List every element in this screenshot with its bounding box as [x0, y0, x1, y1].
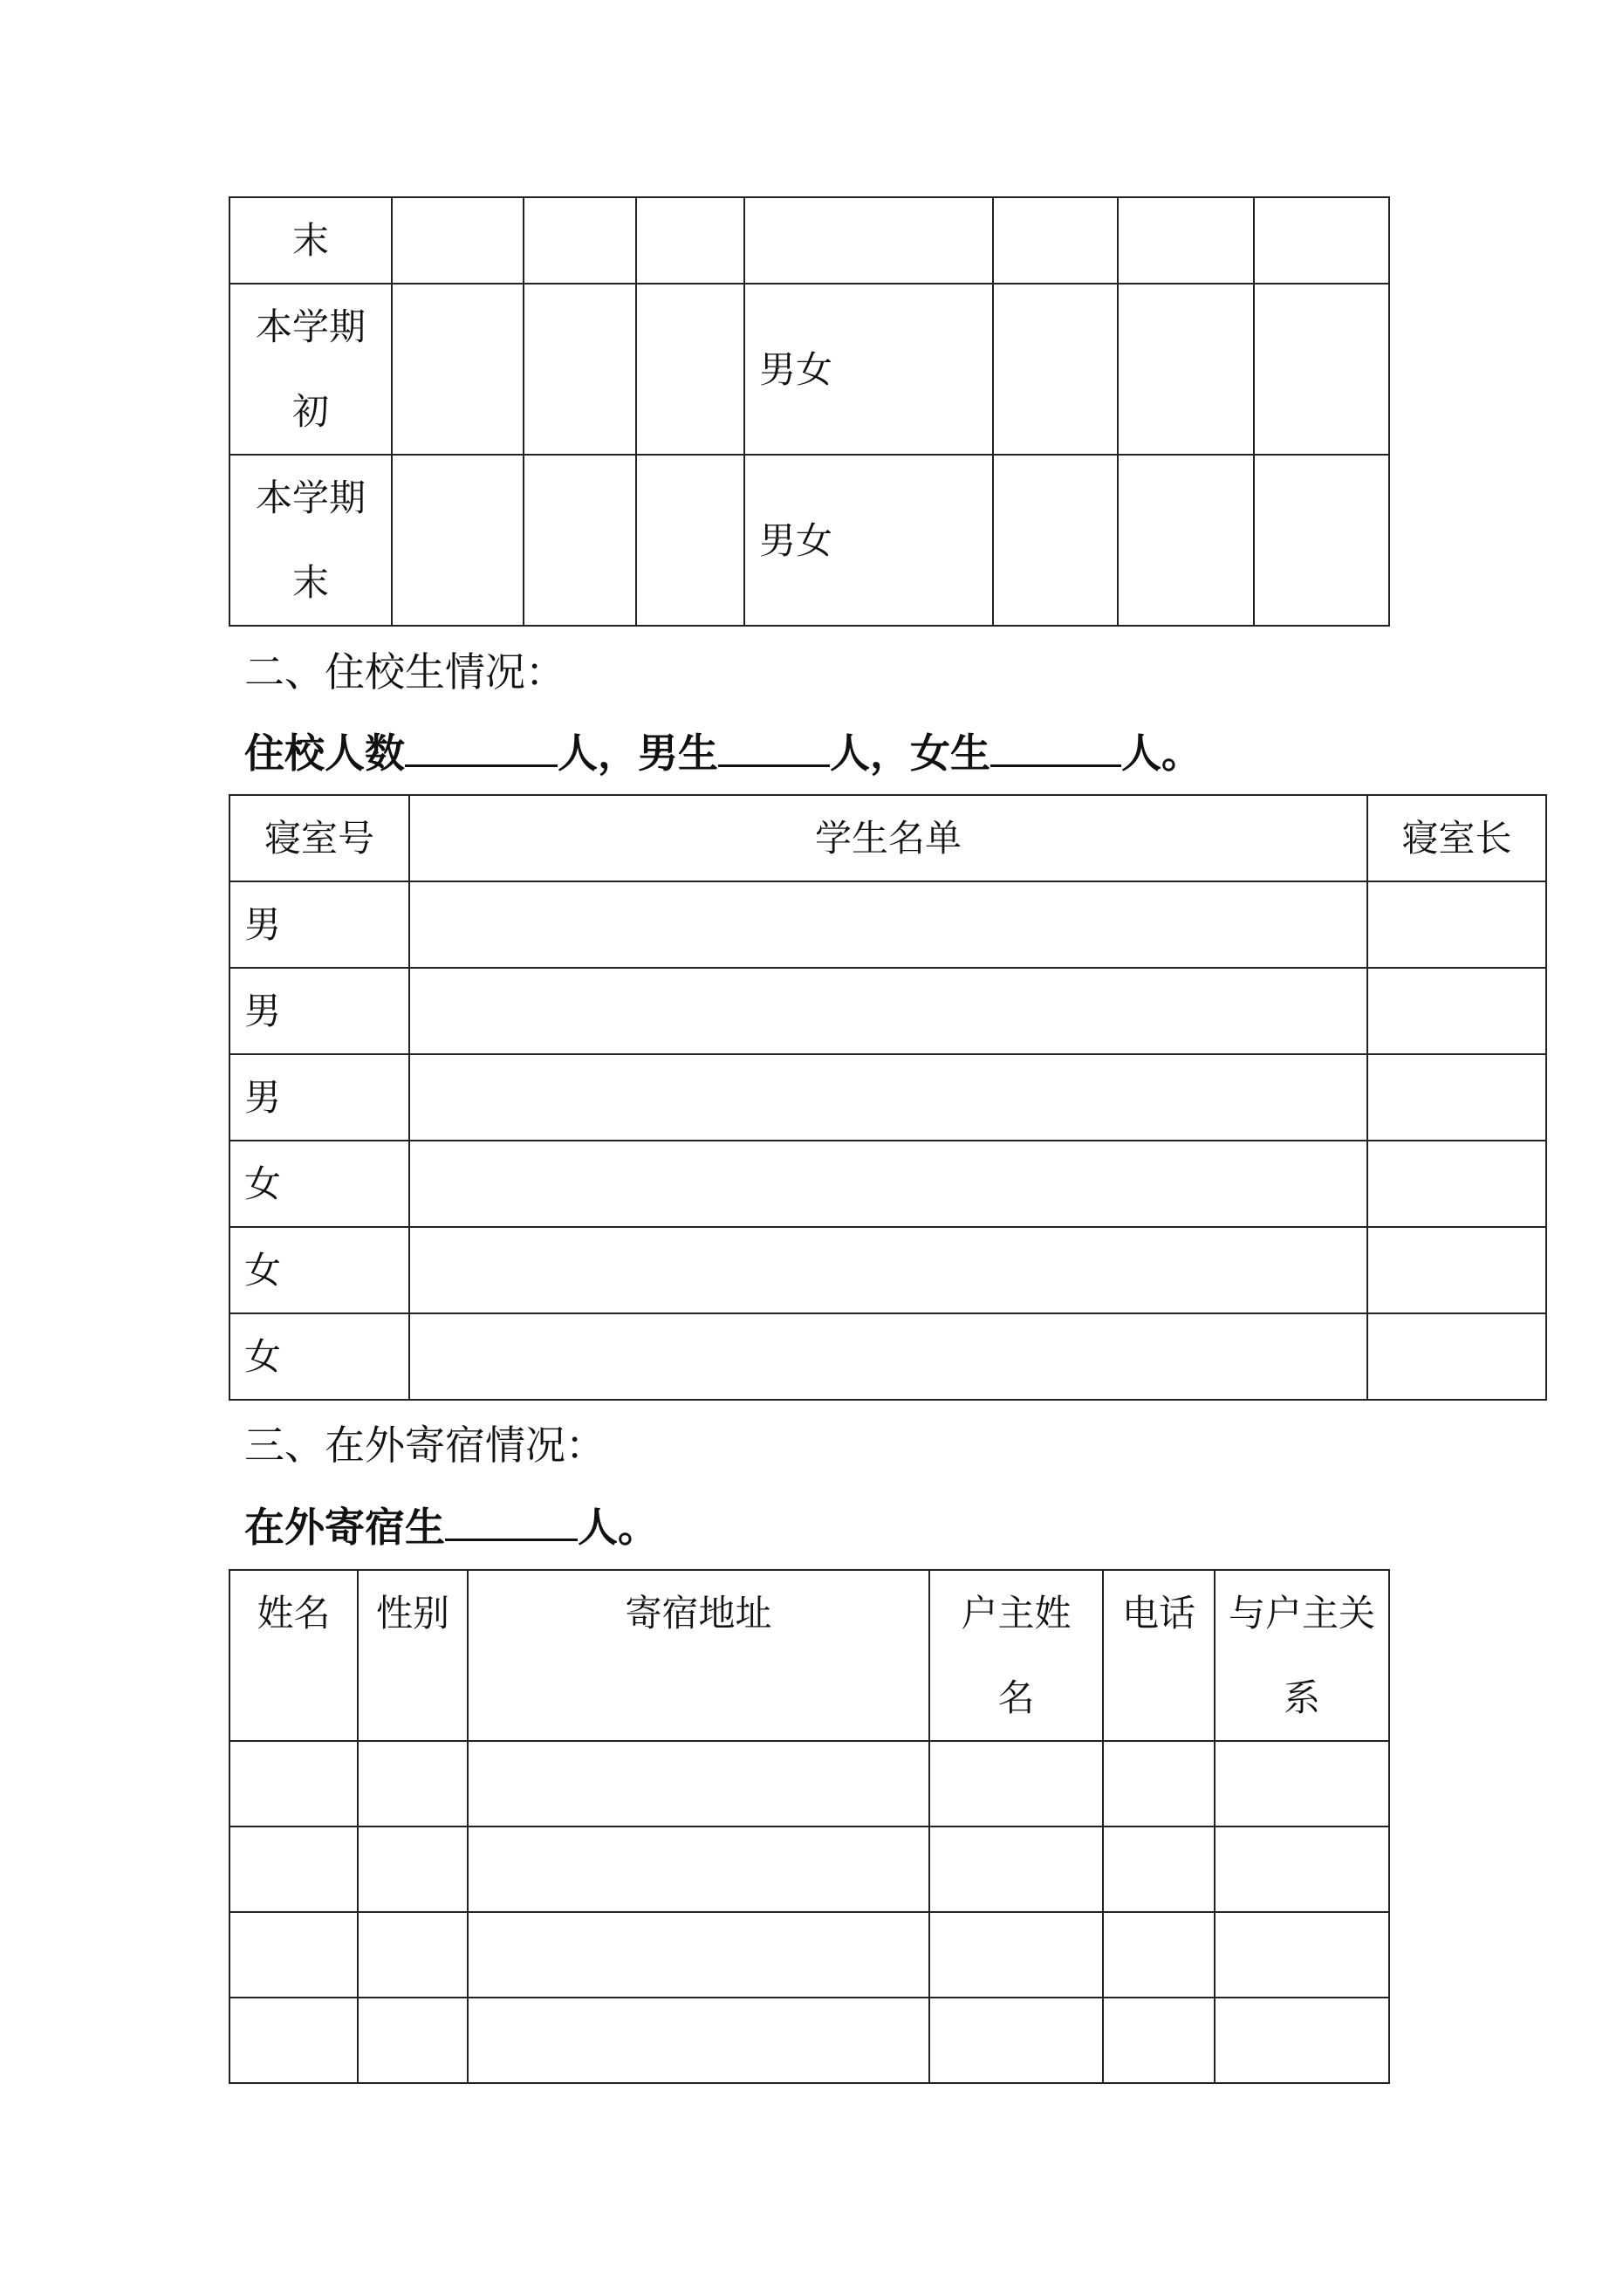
- room-cell: 男: [229, 881, 409, 968]
- header-line: 寄宿地址: [625, 1592, 772, 1635]
- column-header: 寝室号: [229, 795, 409, 881]
- table-cell[interactable]: [524, 284, 636, 455]
- dorm-head-cell[interactable]: [1367, 1227, 1546, 1313]
- section-heading: 二、住校生情况：: [244, 648, 565, 696]
- table-cell[interactable]: [993, 197, 1118, 284]
- period-cell: [229, 197, 392, 284]
- table-cell[interactable]: [468, 1741, 929, 1827]
- table-cell[interactable]: [1103, 1998, 1215, 2083]
- header-line: 与户主关: [1228, 1592, 1375, 1635]
- offcampus-table: [229, 1569, 1390, 2084]
- room-cell: 女: [229, 1227, 409, 1313]
- period-label: 本学期: [255, 476, 366, 519]
- table-cell[interactable]: [929, 1827, 1103, 1912]
- column-header: [229, 1570, 358, 1741]
- table-cell[interactable]: [1118, 197, 1254, 284]
- table-row: [229, 1141, 1546, 1227]
- table-header-row: [229, 795, 1546, 881]
- summary-text: 人。: [578, 1504, 658, 1551]
- column-header: [1103, 1570, 1215, 1741]
- table-row: [229, 1912, 1389, 1998]
- period-label: 末: [291, 561, 329, 604]
- table-cell[interactable]: [1254, 284, 1389, 455]
- summary-text: 人，女生: [830, 730, 990, 777]
- offcampus-summary: [244, 1501, 658, 1553]
- female-count-blank[interactable]: [990, 730, 1121, 767]
- table-cell[interactable]: [229, 1741, 358, 1827]
- table-cell[interactable]: [229, 1998, 358, 2083]
- gender-cell: 男女: [744, 455, 993, 626]
- table-cell[interactable]: [1215, 1998, 1389, 2083]
- table-row: [229, 1227, 1546, 1313]
- header-line: 性别: [375, 1592, 449, 1635]
- header-line: 户主姓: [961, 1592, 1072, 1635]
- table-row: [229, 284, 1389, 455]
- student-list-cell[interactable]: [409, 1313, 1367, 1400]
- table-cell[interactable]: [524, 455, 636, 626]
- dorm-head-cell[interactable]: [1367, 1054, 1546, 1141]
- column-header: [358, 1570, 468, 1741]
- table-row: [229, 1313, 1546, 1400]
- boarding-summary: [244, 727, 1202, 779]
- period-cell: [229, 284, 392, 455]
- table-cell[interactable]: [1118, 455, 1254, 626]
- dorm-head-cell[interactable]: [1367, 1313, 1546, 1400]
- table-cell[interactable]: [1103, 1741, 1215, 1827]
- table-cell[interactable]: [392, 284, 524, 455]
- table-row: [229, 1827, 1389, 1912]
- table-cell[interactable]: [358, 1998, 468, 2083]
- table-row: [229, 1054, 1546, 1141]
- table-cell[interactable]: [468, 1912, 929, 1998]
- table-cell[interactable]: [229, 1827, 358, 1912]
- student-list-cell[interactable]: [409, 1227, 1367, 1313]
- table-cell[interactable]: [993, 455, 1118, 626]
- summary-text: 人，男生: [558, 730, 718, 777]
- header-line: 系: [1283, 1676, 1320, 1719]
- table-cell[interactable]: [1103, 1912, 1215, 1998]
- table-cell[interactable]: [636, 284, 744, 455]
- period-cell: [229, 455, 392, 626]
- dorm-head-cell[interactable]: [1367, 881, 1546, 968]
- table-cell[interactable]: [358, 1912, 468, 1998]
- table-row: [229, 881, 1546, 968]
- table-row: [229, 197, 1389, 284]
- section-heading: 三、在外寄宿情况：: [244, 1422, 606, 1469]
- header-line: 姓名: [257, 1592, 331, 1635]
- table-header-row: [229, 1570, 1389, 1741]
- table-cell[interactable]: [636, 455, 744, 626]
- period-label: 初: [291, 390, 329, 433]
- table-cell[interactable]: [929, 1998, 1103, 2083]
- student-list-cell[interactable]: [409, 881, 1367, 968]
- table-cell[interactable]: [929, 1912, 1103, 1998]
- table-cell[interactable]: [993, 284, 1118, 455]
- table-cell[interactable]: [1254, 197, 1389, 284]
- table-row: [229, 455, 1389, 626]
- table-cell[interactable]: [468, 1827, 929, 1912]
- table-cell[interactable]: [1215, 1827, 1389, 1912]
- summary-text: 人。: [1121, 730, 1202, 777]
- column-header: 寝室长: [1367, 795, 1546, 881]
- male-count-blank[interactable]: [718, 730, 830, 767]
- summary-text: 住校人数: [244, 730, 405, 777]
- table-cell[interactable]: [636, 197, 744, 284]
- table-cell[interactable]: [358, 1741, 468, 1827]
- room-cell: 男: [229, 1054, 409, 1141]
- header-line: 名: [997, 1676, 1035, 1719]
- table-row: [229, 1741, 1389, 1827]
- table-row: [229, 968, 1546, 1054]
- table-cell[interactable]: [1215, 1741, 1389, 1827]
- summary-text: 在外寄宿生: [244, 1504, 445, 1551]
- student-list-cell[interactable]: [409, 1054, 1367, 1141]
- room-cell: 女: [229, 1141, 409, 1227]
- column-header: [468, 1570, 929, 1741]
- table-cell[interactable]: [1118, 284, 1254, 455]
- table-cell[interactable]: [929, 1741, 1103, 1827]
- table-cell[interactable]: [1254, 455, 1389, 626]
- table-cell[interactable]: [358, 1827, 468, 1912]
- column-header: 学生名单: [409, 795, 1367, 881]
- table-cell[interactable]: [524, 197, 636, 284]
- table-cell[interactable]: [392, 197, 524, 284]
- student-list-cell[interactable]: [409, 1141, 1367, 1227]
- dorm-head-cell[interactable]: [1367, 968, 1546, 1054]
- total-boarders-blank[interactable]: [405, 730, 558, 767]
- table-cell[interactable]: [229, 1912, 358, 1998]
- table-cell[interactable]: [1215, 1912, 1389, 1998]
- dorm-head-cell[interactable]: [1367, 1141, 1546, 1227]
- table-cell[interactable]: [468, 1998, 929, 2083]
- period-label: 本学期: [255, 305, 366, 348]
- room-cell: 男: [229, 968, 409, 1054]
- offcampus-count-blank[interactable]: [445, 1504, 578, 1541]
- period-label: 末: [291, 219, 329, 262]
- column-header: [1215, 1570, 1389, 1741]
- gender-cell: [744, 197, 993, 284]
- table-cell[interactable]: [392, 455, 524, 626]
- dormitory-table: [229, 794, 1547, 1401]
- semester-table: [229, 196, 1390, 627]
- room-cell: 女: [229, 1313, 409, 1400]
- student-list-cell[interactable]: [409, 968, 1367, 1054]
- table-row: [229, 1998, 1389, 2083]
- table-cell[interactable]: [1103, 1827, 1215, 1912]
- header-line: 电话: [1121, 1592, 1195, 1635]
- gender-cell: 男女: [744, 284, 993, 455]
- column-header: [929, 1570, 1103, 1741]
